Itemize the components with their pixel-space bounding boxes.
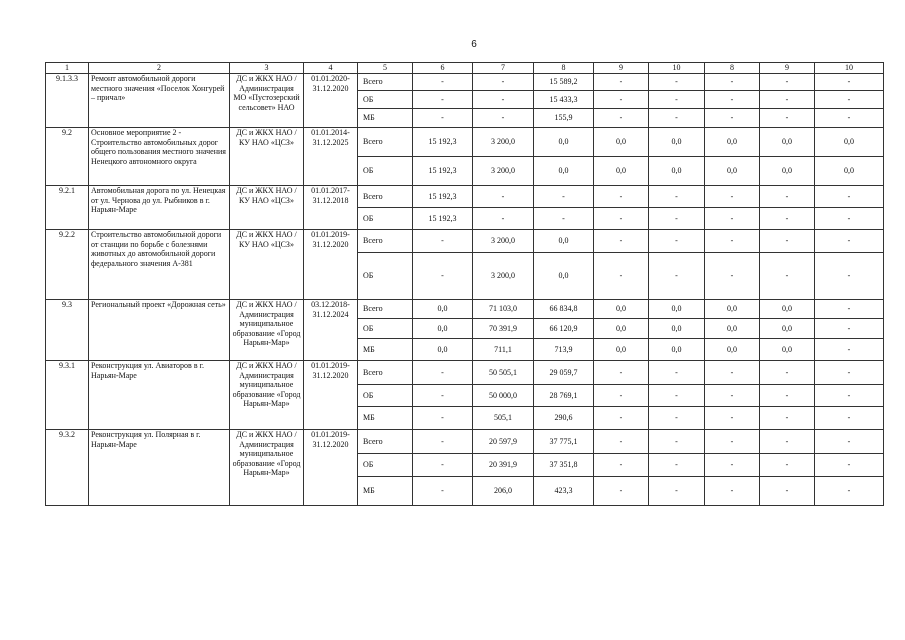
amount-cell: 0,0 bbox=[760, 157, 815, 186]
amount-cell: - bbox=[594, 230, 649, 253]
amount-cell: - bbox=[649, 361, 705, 385]
amount-cell: - bbox=[705, 477, 760, 506]
funding-source-cell: ОБ bbox=[358, 385, 413, 407]
item-executor-cell: ДС и ЖКХ НАО / Администрация муниципальное образование «Город Нарьян-Мар» bbox=[230, 361, 304, 430]
amount-cell: - bbox=[815, 186, 884, 208]
amount-cell: 0,0 bbox=[649, 157, 705, 186]
amount-cell: 713,9 bbox=[534, 339, 594, 361]
amount-cell: - bbox=[705, 430, 760, 454]
amount-cell: - bbox=[760, 109, 815, 128]
item-period-cell: 01.01.2019-31.12.2020 bbox=[304, 361, 358, 430]
amount-cell: - bbox=[815, 109, 884, 128]
program-funding-table bbox=[45, 62, 884, 506]
item-code-cell: 9.2 bbox=[46, 128, 89, 186]
item-name-cell: Строительство автомобильной дороги от станции по борьбе с болезнями животных до автомобильной дороги федерального значения А-381 bbox=[89, 230, 230, 300]
funding-source-cell: МБ bbox=[358, 477, 413, 506]
amount-cell: - bbox=[705, 208, 760, 230]
amount-cell: - bbox=[649, 253, 705, 300]
item-name-cell: Региональный проект «Дорожная сеть» bbox=[89, 300, 230, 361]
item-code-cell: 9.2.2 bbox=[46, 230, 89, 300]
amount-cell: - bbox=[705, 74, 760, 91]
item-code-cell: 9.1.3.3 bbox=[46, 74, 89, 128]
amount-cell: 0,0 bbox=[705, 339, 760, 361]
amount-cell: 0,0 bbox=[760, 128, 815, 157]
amount-cell: - bbox=[594, 208, 649, 230]
amount-cell: - bbox=[705, 385, 760, 407]
funding-source-cell: Всего bbox=[358, 186, 413, 208]
amount-cell: - bbox=[760, 91, 815, 109]
amount-cell: - bbox=[815, 430, 884, 454]
amount-cell: - bbox=[760, 385, 815, 407]
amount-cell: - bbox=[815, 230, 884, 253]
amount-cell: 0,0 bbox=[760, 300, 815, 319]
amount-cell: 66 834,8 bbox=[534, 300, 594, 319]
amount-cell: 0,0 bbox=[413, 339, 473, 361]
item-period-cell: 03.12.2018-31.12.2024 bbox=[304, 300, 358, 361]
amount-cell: - bbox=[594, 74, 649, 91]
amount-cell: 711,1 bbox=[473, 339, 534, 361]
amount-cell: - bbox=[649, 208, 705, 230]
header-cell: 8 bbox=[534, 63, 594, 74]
item-period-cell: 01.01.2019-31.12.2020 bbox=[304, 230, 358, 300]
amount-cell: - bbox=[760, 186, 815, 208]
amount-cell: - bbox=[413, 477, 473, 506]
amount-cell: - bbox=[760, 74, 815, 91]
amount-cell: - bbox=[705, 230, 760, 253]
amount-cell: 0,0 bbox=[705, 300, 760, 319]
amount-cell: - bbox=[705, 407, 760, 430]
amount-cell: 0,0 bbox=[594, 339, 649, 361]
funding-source-cell: ОБ bbox=[358, 208, 413, 230]
amount-cell: - bbox=[649, 230, 705, 253]
amount-cell: 290,6 bbox=[534, 407, 594, 430]
item-name-cell: Ремонт автомобильной дороги местного значения «Поселок Хонгурей – причал» bbox=[89, 74, 230, 128]
amount-cell: - bbox=[473, 109, 534, 128]
amount-cell: 0,0 bbox=[649, 300, 705, 319]
funding-source-cell: ОБ bbox=[358, 157, 413, 186]
amount-cell: 70 391,9 bbox=[473, 319, 534, 339]
amount-cell: - bbox=[649, 186, 705, 208]
amount-cell: 0,0 bbox=[534, 157, 594, 186]
amount-cell: 3 200,0 bbox=[473, 157, 534, 186]
amount-cell: 0,0 bbox=[705, 157, 760, 186]
amount-cell: 15 192,3 bbox=[413, 157, 473, 186]
item-executor-cell: ДС и ЖКХ НАО / КУ НАО «ЦСЗ» bbox=[230, 186, 304, 230]
amount-cell: 0,0 bbox=[760, 339, 815, 361]
amount-cell: - bbox=[815, 319, 884, 339]
funding-source-cell: Всего bbox=[358, 74, 413, 91]
amount-cell: - bbox=[413, 385, 473, 407]
amount-cell: 0,0 bbox=[594, 300, 649, 319]
amount-cell: 28 769,1 bbox=[534, 385, 594, 407]
amount-cell: - bbox=[815, 339, 884, 361]
amount-cell: - bbox=[760, 477, 815, 506]
item-code-cell: 9.3.2 bbox=[46, 430, 89, 506]
item-executor-cell: ДС и ЖКХ НАО / Администрация муниципальное образование «Город Нарьян-Мар» bbox=[230, 300, 304, 361]
amount-cell: 3 200,0 bbox=[473, 128, 534, 157]
header-cell: 4 bbox=[304, 63, 358, 74]
header-cell: 8 bbox=[705, 63, 760, 74]
amount-cell: 0,0 bbox=[649, 339, 705, 361]
amount-cell: - bbox=[649, 407, 705, 430]
amount-cell: 0,0 bbox=[534, 128, 594, 157]
amount-cell: - bbox=[815, 454, 884, 477]
amount-cell: - bbox=[705, 186, 760, 208]
amount-cell: - bbox=[413, 430, 473, 454]
amount-cell: - bbox=[594, 91, 649, 109]
item-period-cell: 01.01.2014-31.12.2025 bbox=[304, 128, 358, 186]
item-executor-cell: ДС и ЖКХ НАО / КУ НАО «ЦСЗ» bbox=[230, 128, 304, 186]
amount-cell: - bbox=[649, 385, 705, 407]
amount-cell: - bbox=[413, 230, 473, 253]
amount-cell: 0,0 bbox=[413, 300, 473, 319]
amount-cell: 15 192,3 bbox=[413, 186, 473, 208]
header-cell: 6 bbox=[413, 63, 473, 74]
amount-cell: - bbox=[815, 91, 884, 109]
amount-cell: 0,0 bbox=[594, 128, 649, 157]
amount-cell: 3 200,0 bbox=[473, 253, 534, 300]
amount-cell: 0,0 bbox=[705, 319, 760, 339]
amount-cell: - bbox=[473, 186, 534, 208]
amount-cell: - bbox=[760, 253, 815, 300]
amount-cell: - bbox=[473, 208, 534, 230]
amount-cell: 0,0 bbox=[594, 319, 649, 339]
item-code-cell: 9.2.1 bbox=[46, 186, 89, 230]
table-row bbox=[46, 361, 884, 385]
funding-source-cell: МБ bbox=[358, 109, 413, 128]
header-cell: 9 bbox=[760, 63, 815, 74]
amount-cell: 29 059,7 bbox=[534, 361, 594, 385]
amount-cell: 206,0 bbox=[473, 477, 534, 506]
page-number: 6 bbox=[471, 39, 477, 50]
header-cell: 7 bbox=[473, 63, 534, 74]
table-row bbox=[46, 430, 884, 454]
amount-cell: - bbox=[473, 91, 534, 109]
amount-cell: - bbox=[413, 407, 473, 430]
table-row bbox=[46, 186, 884, 208]
amount-cell: 423,3 bbox=[534, 477, 594, 506]
funding-source-cell: Всего bbox=[358, 230, 413, 253]
item-code-cell: 9.3 bbox=[46, 300, 89, 361]
item-period-cell: 01.01.2019-31.12.2020 bbox=[304, 430, 358, 506]
amount-cell: 20 597,9 bbox=[473, 430, 534, 454]
table-row bbox=[46, 300, 884, 319]
amount-cell: - bbox=[649, 454, 705, 477]
header-cell: 3 bbox=[230, 63, 304, 74]
amount-cell: 505,1 bbox=[473, 407, 534, 430]
amount-cell: - bbox=[815, 361, 884, 385]
amount-cell: 50 000,0 bbox=[473, 385, 534, 407]
amount-cell: - bbox=[473, 74, 534, 91]
funding-source-cell: МБ bbox=[358, 407, 413, 430]
item-name-cell: Реконструкция ул. Полярная в г. Нарьян-Маре bbox=[89, 430, 230, 506]
amount-cell: - bbox=[760, 361, 815, 385]
amount-cell: - bbox=[705, 454, 760, 477]
amount-cell: 37 775,1 bbox=[534, 430, 594, 454]
amount-cell: 0,0 bbox=[649, 128, 705, 157]
item-period-cell: 01.01.2017-31.12.2018 bbox=[304, 186, 358, 230]
amount-cell: - bbox=[705, 253, 760, 300]
header-cell: 9 bbox=[594, 63, 649, 74]
amount-cell: - bbox=[594, 407, 649, 430]
header-cell: 5 bbox=[358, 63, 413, 74]
amount-cell: 37 351,8 bbox=[534, 454, 594, 477]
item-name-cell: Основное мероприятие 2 - Строительство автомобильных дорог общего пользования местного значения Ненецкого автономного округа bbox=[89, 128, 230, 186]
amount-cell: - bbox=[594, 454, 649, 477]
header-cell: 10 bbox=[649, 63, 705, 74]
amount-cell: 0,0 bbox=[705, 128, 760, 157]
amount-cell: - bbox=[534, 208, 594, 230]
amount-cell: - bbox=[594, 109, 649, 128]
amount-cell: 20 391,9 bbox=[473, 454, 534, 477]
funding-source-cell: Всего bbox=[358, 430, 413, 454]
item-name-cell: Реконструкция ул. Авиаторов в г. Нарьян-Маре bbox=[89, 361, 230, 430]
amount-cell: - bbox=[413, 361, 473, 385]
funding-source-cell: Всего bbox=[358, 128, 413, 157]
funding-source-cell: Всего bbox=[358, 361, 413, 385]
amount-cell: - bbox=[649, 74, 705, 91]
amount-cell: 0,0 bbox=[534, 253, 594, 300]
amount-cell: - bbox=[413, 253, 473, 300]
header-cell: 10 bbox=[815, 63, 884, 74]
item-executor-cell: ДС и ЖКХ НАО / КУ НАО «ЦСЗ» bbox=[230, 230, 304, 300]
amount-cell: - bbox=[649, 430, 705, 454]
amount-cell: - bbox=[649, 109, 705, 128]
amount-cell: - bbox=[534, 186, 594, 208]
funding-source-cell: ОБ bbox=[358, 454, 413, 477]
amount-cell: 15 192,3 bbox=[413, 128, 473, 157]
header-cell: 2 bbox=[89, 63, 230, 74]
amount-cell: - bbox=[649, 477, 705, 506]
amount-cell: - bbox=[705, 91, 760, 109]
amount-cell: 15 589,2 bbox=[534, 74, 594, 91]
amount-cell: - bbox=[413, 109, 473, 128]
amount-cell: 0,0 bbox=[413, 319, 473, 339]
amount-cell: - bbox=[413, 454, 473, 477]
amount-cell: - bbox=[760, 230, 815, 253]
table-row bbox=[46, 74, 884, 91]
item-code-cell: 9.3.1 bbox=[46, 361, 89, 430]
amount-cell: 0,0 bbox=[649, 319, 705, 339]
amount-cell: - bbox=[594, 186, 649, 208]
amount-cell: 3 200,0 bbox=[473, 230, 534, 253]
amount-cell: 15 433,3 bbox=[534, 91, 594, 109]
amount-cell: - bbox=[760, 430, 815, 454]
amount-cell: - bbox=[815, 74, 884, 91]
amount-cell: - bbox=[594, 477, 649, 506]
funding-source-cell: Всего bbox=[358, 300, 413, 319]
header-row bbox=[46, 63, 884, 74]
item-period-cell: 01.01.2020-31.12.2020 bbox=[304, 74, 358, 128]
amount-cell: - bbox=[815, 208, 884, 230]
funding-source-cell: ОБ bbox=[358, 319, 413, 339]
header-cell: 1 bbox=[46, 63, 89, 74]
funding-source-cell: ОБ bbox=[358, 91, 413, 109]
table-row bbox=[46, 230, 884, 253]
amount-cell: - bbox=[594, 361, 649, 385]
amount-cell: 0,0 bbox=[760, 319, 815, 339]
amount-cell: 66 120,9 bbox=[534, 319, 594, 339]
amount-cell: 15 192,3 bbox=[413, 208, 473, 230]
amount-cell: - bbox=[815, 300, 884, 319]
amount-cell: - bbox=[815, 477, 884, 506]
table-row bbox=[46, 128, 884, 157]
amount-cell: - bbox=[760, 454, 815, 477]
amount-cell: - bbox=[815, 407, 884, 430]
amount-cell: 155,9 bbox=[534, 109, 594, 128]
amount-cell: - bbox=[705, 109, 760, 128]
amount-cell: - bbox=[705, 361, 760, 385]
amount-cell: - bbox=[815, 253, 884, 300]
amount-cell: - bbox=[649, 91, 705, 109]
amount-cell: 71 103,0 bbox=[473, 300, 534, 319]
item-executor-cell: ДС и ЖКХ НАО / Администрация МО «Пустозерский сельсовет» НАО bbox=[230, 74, 304, 128]
item-name-cell: Автомобильная дорога по ул. Ненецкая от ул. Чернова до ул. Рыбников в г. Нарьян-Маре bbox=[89, 186, 230, 230]
amount-cell: 0,0 bbox=[594, 157, 649, 186]
amount-cell: - bbox=[413, 74, 473, 91]
item-executor-cell: ДС и ЖКХ НАО / Администрация муниципальное образование «Город Нарьян-Мар» bbox=[230, 430, 304, 506]
amount-cell: 0,0 bbox=[534, 230, 594, 253]
amount-cell: - bbox=[815, 385, 884, 407]
amount-cell: 50 505,1 bbox=[473, 361, 534, 385]
amount-cell: - bbox=[594, 385, 649, 407]
funding-source-cell: ОБ bbox=[358, 253, 413, 300]
amount-cell: - bbox=[413, 91, 473, 109]
amount-cell: 0,0 bbox=[815, 128, 884, 157]
amount-cell: - bbox=[760, 208, 815, 230]
funding-source-cell: МБ bbox=[358, 339, 413, 361]
amount-cell: - bbox=[594, 253, 649, 300]
amount-cell: - bbox=[760, 407, 815, 430]
amount-cell: - bbox=[594, 430, 649, 454]
amount-cell: 0,0 bbox=[815, 157, 884, 186]
